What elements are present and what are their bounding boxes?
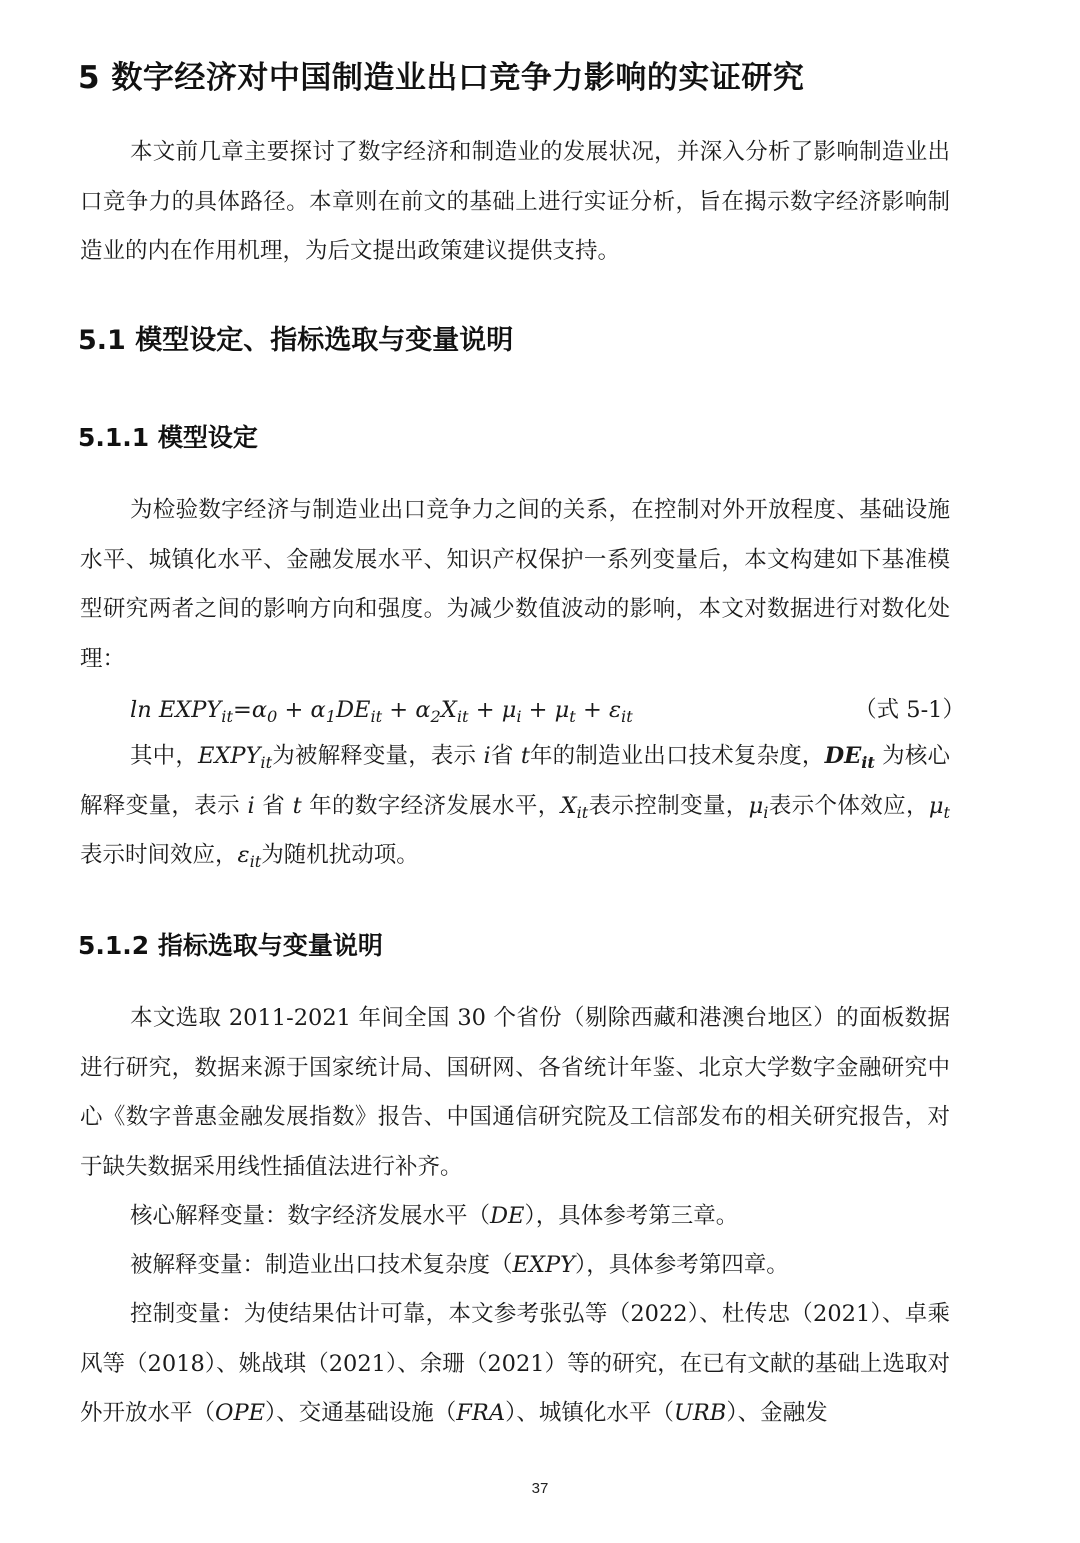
subsection-heading-5-1-2: 5.1.2 指标选取与变量说明 <box>78 931 383 960</box>
variable-explanation-paragraph: 其中，$EXPY_{it}$为被解释变量，表示 i省 t年的制造业出口技术复杂度，$DE_{it}$ 为核心解释变量，表示 i 省 t 年的数字经济发展水平，$X_{it}$表示控制变量，$\mu_i$表示个体效应，$\mu_t$表示时间效应，$\varepsilon_{it}$为随机扰动项。 <box>80 743 950 871</box>
equation-5-1 <box>130 690 965 730</box>
dependent-variable-paragraph: 被解释变量：制造业出口技术复杂度（EXPY），具体参考第四章。 <box>130 1252 789 1278</box>
chapter-heading: 5 数字经济对中国制造业出口竞争力影响的实证研究 <box>78 60 805 96</box>
control-variable-paragraph: 控制变量：为使结果估计可靠，本文参考张弘等（2022）、杜传忠（2021）、卓乘风等（2018）、姚战琪（2021）、余珊（2021）等的研究，在已有文献的基础上选取对外开放水平（OPE）、交通基础设施（FRA）、城镇化水平（URB）、金融发 <box>80 1301 950 1426</box>
data-source-paragraph: 本文选取 2011-2021 年间全国 30 个省份（剔除西藏和港澳台地区）的面板数据进行研究，数据来源于国家统计局、国研网、各省统计年鉴、北京大学数字金融研究中心《数字普惠金融发展指数》报告、中国通信研究院及工信部发布的相关研究报告，对于缺失数据采用线性插值法进行补齐。 <box>80 1005 950 1180</box>
model-paragraph: 为检验数字经济与制造业出口竞争力之间的关系，在控制对外开放程度、基础设施水平、城镇化水平、金融发展水平、知识产权保护一系列变量后，本文构建如下基准模型研究两者之间的影响方向和强度。为减少数值波动的影响，本文对数据进行对数化处理： <box>80 497 950 672</box>
core-variable-paragraph: 核心解释变量：数字经济发展水平（DE），具体参考第三章。 <box>130 1203 739 1229</box>
equation-number: （式 5-1） <box>854 697 965 723</box>
subsection-heading-5-1-1: 5.1.1 模型设定 <box>78 423 258 452</box>
intro-paragraph: 本文前几章主要探讨了数字经济和制造业的发展状况，并深入分析了影响制造业出口竞争力的具体路径。本章则在前文的基础上进行实证分析，旨在揭示数字经济影响制造业的内在作用机理，为后文提出政策建议提供支持。 <box>80 139 950 264</box>
section-heading-5-1: 5.1 模型设定、指标选取与变量说明 <box>78 325 514 356</box>
equation-body: $\ln EXPY_{it}=\alpha_0 + \alpha_1DE_{it} + \alpha_2X_{it} + \mu_i + \mu_t + \varepsilon_{it}$ <box>130 697 633 726</box>
page-number: 37 <box>531 1480 549 1497</box>
